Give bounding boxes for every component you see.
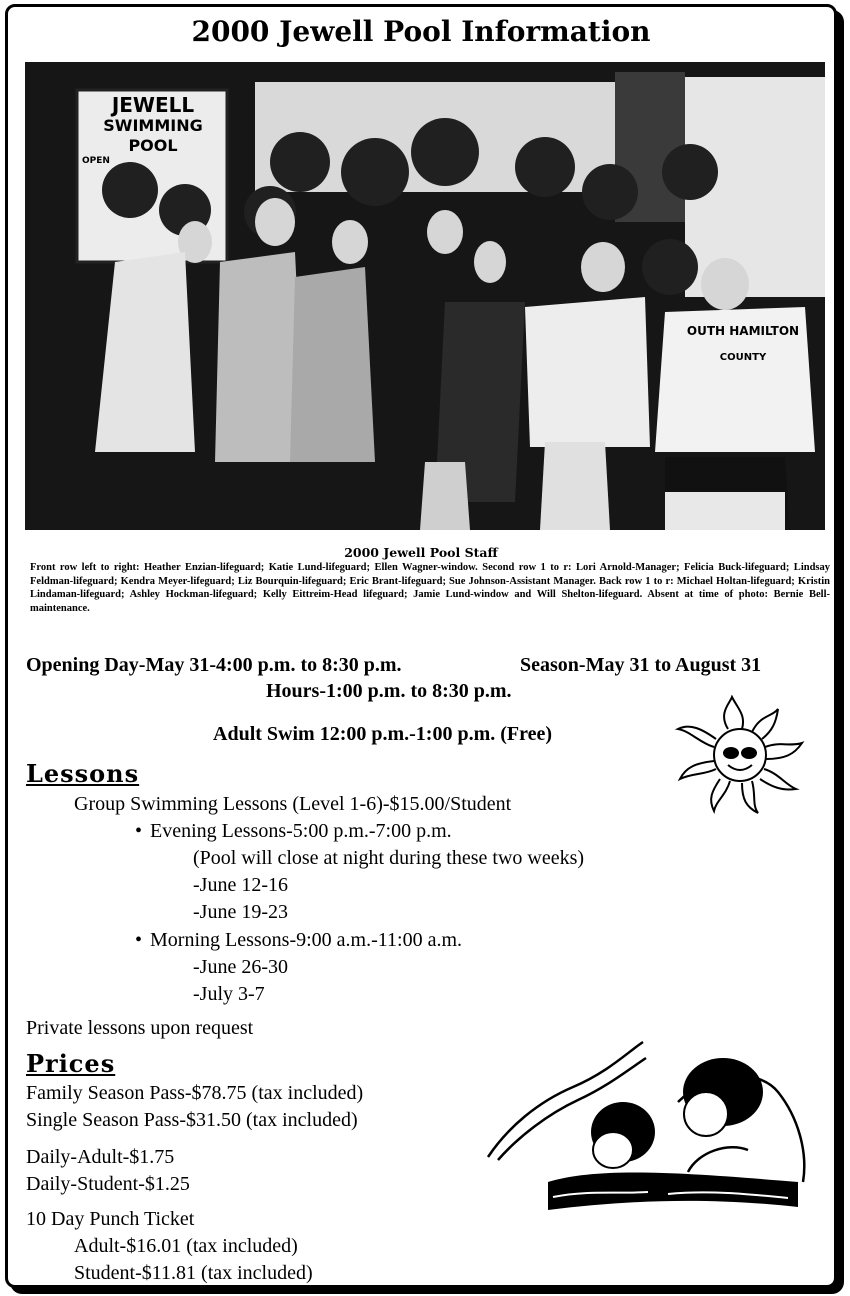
opening-day: Opening Day-May 31-4:00 p.m. to 8:30 p.m. bbox=[26, 654, 402, 676]
sun-with-sunglasses-icon bbox=[668, 695, 808, 815]
evening-date-1: -June 12-16 bbox=[193, 874, 288, 896]
group-lessons: Group Swimming Lessons (Level 1-6)-$15.00/Student bbox=[74, 793, 512, 815]
sign-line-3: OPEN bbox=[82, 156, 110, 166]
season: Season-May 31 to August 31 bbox=[520, 654, 762, 676]
flyer-frame bbox=[5, 4, 837, 1288]
caption-body: Front row left to right: Heather Enzian-lifeguard; Katie Lund-lifeguard; Ellen Wagner-window. Second row 1 to r: Lori Arnold-Manager; Felicia Buck-lifeguard; Lindsay Feldman-lifeguard; Kendra Meyer-lifeguard; Liz Bourquin-lifeguard; Eric Brant-lifeguard; Sue Johnson-Assistant Manager. Back row 1 to r: Michael Holtan-lifeguard; Kristin Lindaman-lifeguard; Ashley Hockman-lifeguard; Kelly Eittreim-Head lifeguard; Jamie Lund-window and Will Shelton-lifeguard. Absent at time of photo: Bernie Bell-maintenance. bbox=[30, 562, 830, 614]
morning-lessons-label: Morning Lessons-9:00 a.m.-11:00 a.m. bbox=[150, 929, 463, 951]
bullet-icon: • bbox=[135, 929, 143, 951]
punch-adult: Adult-$16.01 (tax included) bbox=[74, 1235, 298, 1257]
adult-swim: Adult Swim 12:00 p.m.-1:00 p.m. (Free) bbox=[213, 723, 553, 745]
daily-adult: Daily-Adult-$1.75 bbox=[26, 1146, 175, 1168]
bullet-icon: • bbox=[135, 820, 143, 842]
sign-line-2: SWIMMING POOL bbox=[103, 116, 203, 155]
caption-title: 2000 Jewell Pool Staff bbox=[344, 545, 498, 560]
morning-date-1: -June 26-30 bbox=[193, 956, 288, 978]
punch-student: Student-$11.81 (tax included) bbox=[74, 1262, 313, 1284]
daily-student: Daily-Student-$1.25 bbox=[26, 1173, 190, 1195]
shirt-text bbox=[673, 324, 813, 363]
prices-heading: Prices bbox=[26, 1049, 116, 1078]
shirt-text-line-1: OUTH HAMILTON bbox=[686, 324, 800, 338]
evening-note: (Pool will close at night during these two weeks) bbox=[193, 847, 585, 869]
pool-sign bbox=[80, 94, 226, 166]
evening-date-2: -June 19-23 bbox=[193, 901, 288, 923]
punch-ticket: 10 Day Punch Ticket bbox=[26, 1208, 195, 1230]
sign-line-1: JEWELL bbox=[111, 93, 195, 117]
morning-date-2: -July 3-7 bbox=[193, 983, 265, 1005]
page-title: 2000 Jewell Pool Information bbox=[191, 15, 651, 48]
private-lessons: Private lessons upon request bbox=[26, 1017, 254, 1039]
evening-lessons-label: Evening Lessons-5:00 p.m.-7:00 p.m. bbox=[150, 820, 452, 842]
single-pass: Single Season Pass-$31.50 (tax included) bbox=[26, 1109, 358, 1131]
morning-lessons bbox=[135, 929, 462, 952]
lessons-heading: Lessons bbox=[26, 759, 140, 788]
shirt-text-line-2: COUNTY bbox=[719, 352, 767, 363]
hours: Hours-1:00 p.m. to 8:30 p.m. bbox=[266, 680, 512, 702]
family-pass: Family Season Pass-$78.75 (tax included) bbox=[26, 1082, 364, 1104]
staff-photo bbox=[25, 62, 825, 530]
evening-lessons bbox=[135, 820, 452, 843]
swimmers-illustration-icon bbox=[478, 1032, 823, 1222]
